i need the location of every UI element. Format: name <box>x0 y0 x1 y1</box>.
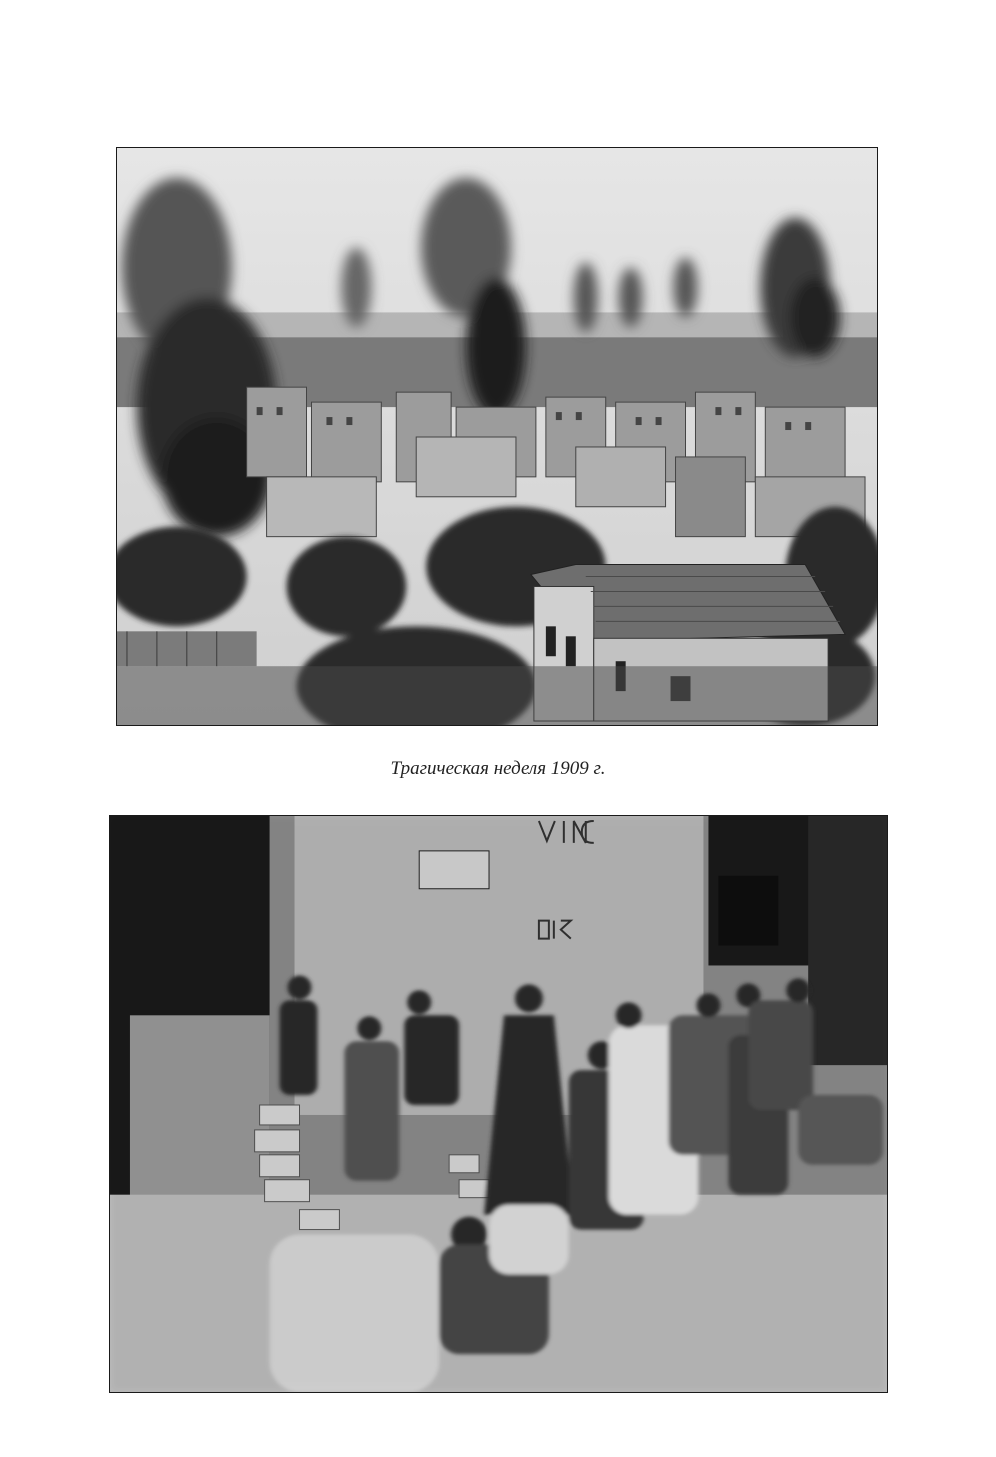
photo-city-smoke <box>116 147 878 726</box>
photo-barricade <box>109 815 888 1393</box>
photo-caption: Трагическая неделя 1909 г. <box>390 758 606 779</box>
street-barricade-photo-icon <box>110 816 887 1392</box>
city-burning-photo-icon <box>117 148 877 725</box>
